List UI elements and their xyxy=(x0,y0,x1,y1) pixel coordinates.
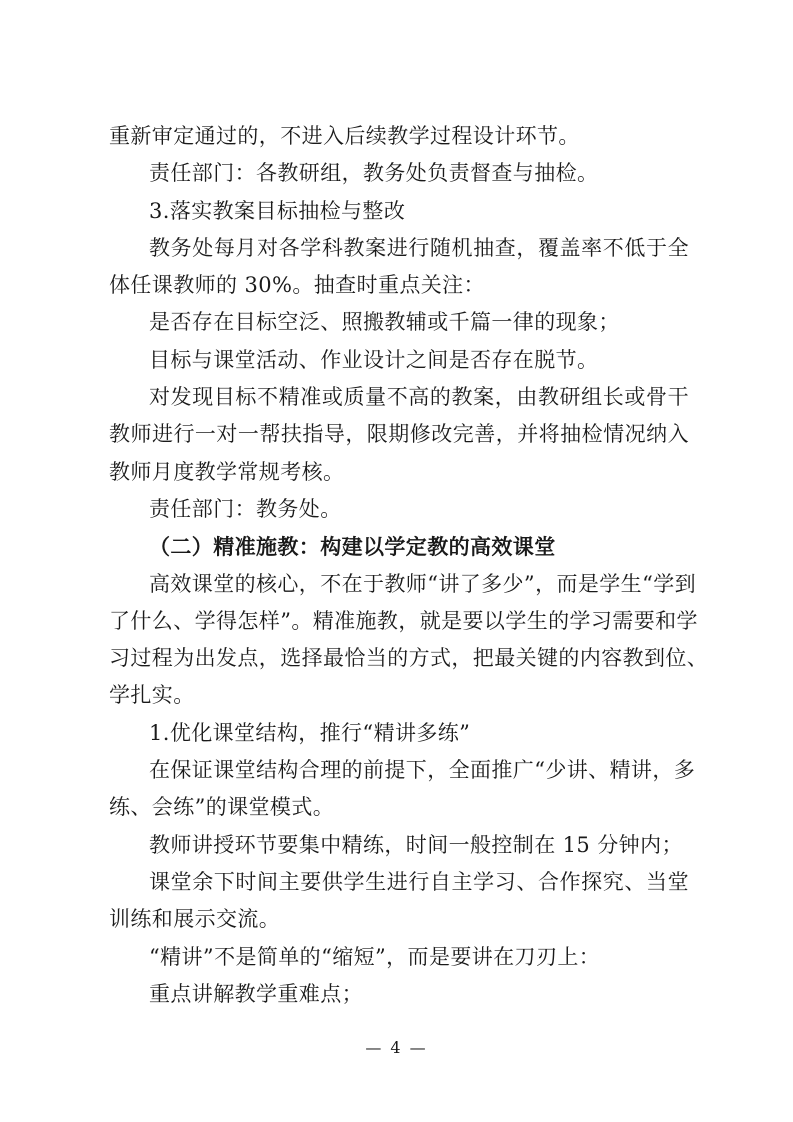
paragraph-line: 体任课教师的 30%。抽查时重点关注： xyxy=(109,273,485,298)
page-number: — 4 — xyxy=(365,1038,428,1057)
paragraph-line: 教师月度教学常规考核。 xyxy=(109,459,345,484)
paragraph-line: “精讲”不是简单的“缩短”，而是要讲在刀刃上： xyxy=(149,944,601,969)
paragraph-line: 责任部门：教务处。 xyxy=(149,496,342,521)
paragraph-line: 是否存在目标空泛、照搬教辅或千篇一律的现象； xyxy=(149,310,620,335)
paragraph-line: 教师讲授环节要集中精练，时间一般控制在 15 分钟内； xyxy=(149,832,683,857)
paragraph-line: 重新审定通过的，不进入后续教学过程设计环节。 xyxy=(109,124,580,148)
paragraph-line: 课堂余下时间主要供学生进行自主学习、合作探究、当堂 xyxy=(149,869,689,894)
paragraph-line: 高效课堂的核心，不在于教师“讲了多少”，而是学生“学到 xyxy=(149,571,697,596)
paragraph-line: 教师进行一对一帮扶指导，限期修改完善，并将抽检情况纳入 xyxy=(109,422,689,447)
paragraph-line: 目标与课堂活动、作业设计之间是否存在脱节。 xyxy=(149,347,599,372)
body-text xyxy=(109,118,709,1013)
paragraph-line: 重点讲解教学重难点； xyxy=(149,981,363,1006)
paragraph-line: 责任部门：各教研组，教务处负责督查与抽检。 xyxy=(149,161,599,186)
subsection-heading: 1.优化课堂结构，推行“精讲多练” xyxy=(149,720,471,745)
paragraph-line: 练、会练”的课堂模式。 xyxy=(109,795,335,820)
paragraph-line: 训练和展示交流。 xyxy=(109,907,281,932)
section-heading: （二）精准施教：构建以学定教的高效课堂 xyxy=(149,534,556,560)
paragraph-line: 对发现目标不精准或质量不高的教案，由教研组长或骨干 xyxy=(149,385,689,410)
paragraph-line: 在保证课堂结构合理的前提下，全面推广“少讲、精讲，多 xyxy=(149,758,696,783)
paragraph-line: 习过程为出发点，选择最恰当的方式，把最关键的内容教到位、 xyxy=(109,646,709,671)
paragraph-line: 了什么、学得怎样”。精准施教，就是要以学生的学习需要和学 xyxy=(109,608,698,633)
subsection-heading: 3.落实教案目标抽检与整改 xyxy=(149,198,406,223)
paragraph-line: 学扎实。 xyxy=(109,683,195,708)
paragraph-line: 教务处每月对各学科教案进行随机抽查，覆盖率不低于全 xyxy=(149,235,689,260)
